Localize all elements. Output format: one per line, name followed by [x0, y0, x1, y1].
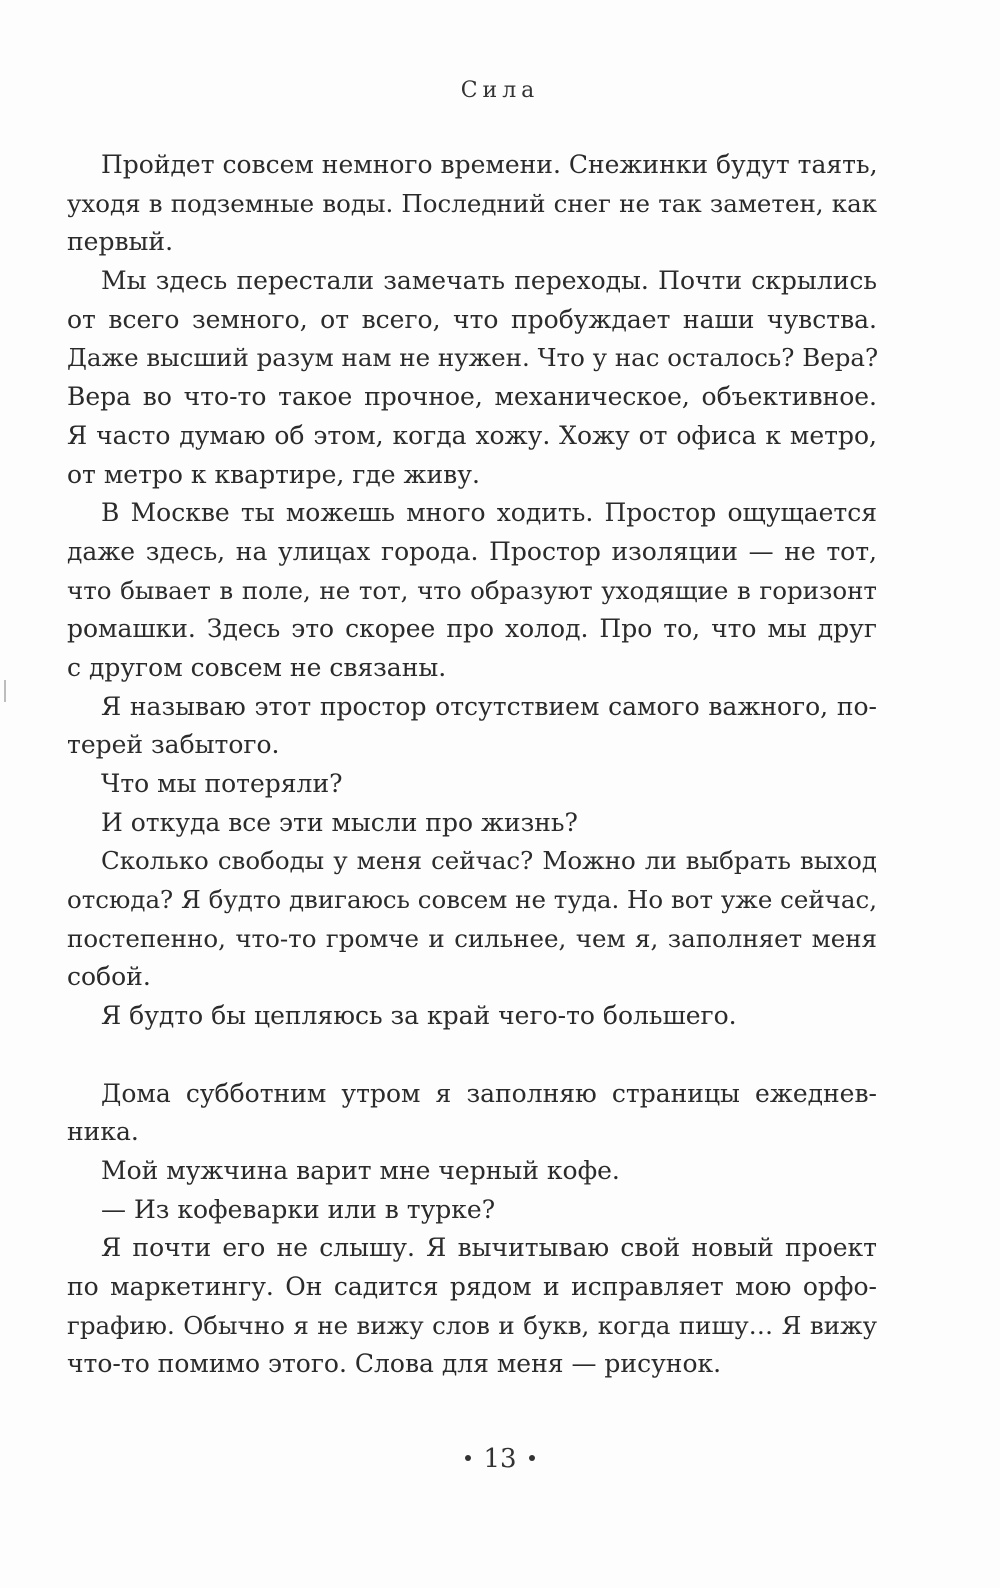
text-line: Мы здесь перестали замечать переходы. Почти скрылись [101, 266, 877, 296]
text-line: от метро к квартире, где живу. [67, 459, 480, 489]
text-line: Мой мужчина варит мне черный кофе. [101, 1155, 620, 1185]
text-line: Сколько свободы у меня сейчас? Можно ли выбрать выход [101, 846, 877, 876]
text-line: Даже высший разум нам не нужен. Что у нас осталось? Вера? [67, 343, 879, 373]
text-line: Я часто думаю об этом, когда хожу. Хожу от офиса к метро, [67, 420, 877, 450]
text-line: первый. [67, 227, 174, 257]
folio-dot-right [529, 1455, 535, 1461]
text-line: ромашки. Здесь это скорее про холод. Про то, что мы друг [67, 614, 877, 644]
text-line: Пройдет совсем немного времени. Снежинки будут таять, [101, 150, 878, 179]
page-number [0, 1444, 1000, 1474]
text-line: Вера во что-то такое прочное, механическое, объективное. [67, 382, 877, 412]
running-head: Сила [460, 78, 540, 103]
text-line: отсюда? Я будто двигаюсь совсем не туда. Но вот уже сейчас, [67, 885, 877, 915]
text-line: даже здесь, на улицах города. Простор изоляции — не тот, [67, 536, 877, 566]
text-line: по маркетингу. Он садится рядом и исправляет мою орфо- [67, 1271, 877, 1301]
text-line: Я почти его не слышу. Я вычитываю свой новый проект [101, 1233, 877, 1263]
text-line: что-то помимо этого. Слова для меня — рисунок. [67, 1349, 722, 1379]
page-edge-mark [4, 680, 6, 702]
page-number-value: 13 [483, 1444, 517, 1474]
text-line: с другом совсем не связаны. [67, 652, 447, 682]
text-line: уходя в подземные воды. Последний снег не так заметен, как [67, 188, 877, 218]
text-line: Дома субботним утром я заполняю страницы ежеднев- [101, 1078, 877, 1108]
text-line: ника. [67, 1117, 139, 1147]
text-line: И откуда все эти мысли про жизнь? [101, 807, 578, 837]
folio-dot-left [465, 1455, 471, 1461]
text-line: постепенно, что-то громче и сильнее, чем я, заполняет меня [67, 923, 877, 953]
text-line: графию. Обычно я не вижу слов и букв, когда пишу… Я вижу [67, 1310, 877, 1340]
text-line: от всего земного, от всего, что пробуждает наши чувства. [67, 304, 877, 334]
text-line: В Москве ты можешь много ходить. Простор ощущается [101, 498, 877, 528]
text-line: Я будто бы цепляюсь за край чего-то большего. [101, 1001, 737, 1031]
body-text [67, 146, 877, 1384]
text-line: Я называю этот простор отсутствием самого важного, по- [101, 691, 877, 721]
section-break [67, 1036, 877, 1075]
text-line: что бывает в поле, не тот, что образуют уходящие в горизонт [67, 575, 877, 605]
text-line: терей забытого. [67, 730, 280, 760]
text-line: собой. [67, 962, 151, 992]
text-line: Что мы потеряли? [101, 769, 343, 798]
text-line: — Из кофеварки или в турке? [101, 1194, 496, 1224]
